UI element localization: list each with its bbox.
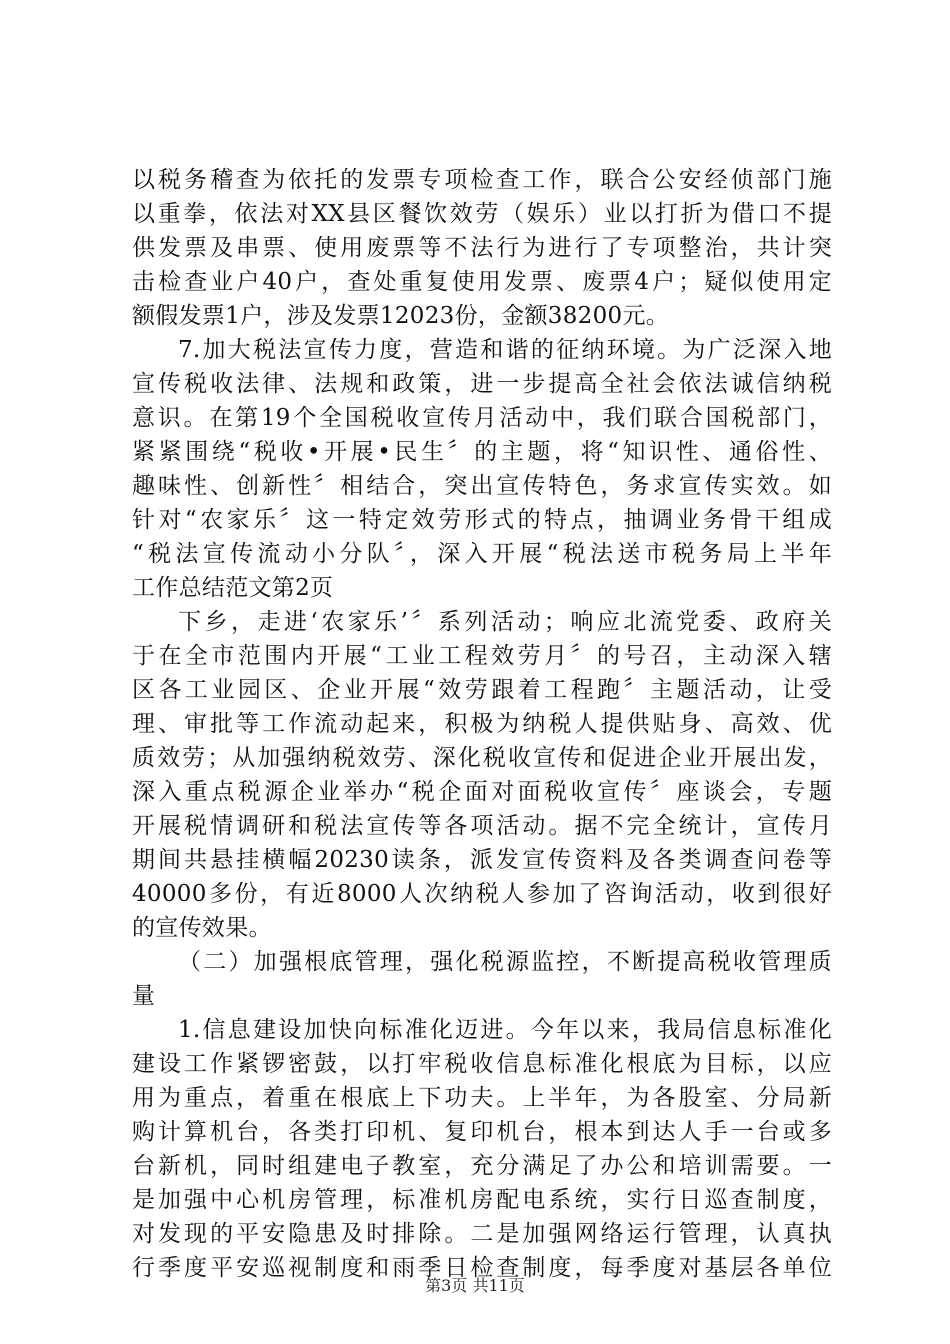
text-line: 行季度平安巡视制度和雨季日检查制度，每季度对基层各单位 (132, 1255, 832, 1281)
text-line: 台新机，同时组建电子教室，充分满足了办公和培训需要。一 (132, 1153, 832, 1179)
text-line: 量 (132, 983, 156, 1009)
text-line: 1.信息建设加快向标准化迈进。今年以来，我局信息标准化 (178, 1017, 832, 1043)
text-line: 以重拳，依法对XX县区餐饮效劳（娱乐）业以打折为借口不提 (132, 201, 832, 227)
text-line: 意识。在第19个全国税收宣传月活动中，我们联合国税部门， (132, 405, 832, 431)
text-line: 供发票及串票、使用废票等不法行为进行了专项整治，共计突 (132, 235, 832, 261)
text-line: 工作总结范文第2页 (132, 575, 334, 601)
text-line: “税法宣传流动小分队〞，深入开展“税法送市税务局上半年 (132, 541, 832, 567)
text-line: 额假发票1户，涉及发票12023份，金额38200元。 (132, 303, 670, 329)
text-line: 40000多份，有近8000人次纳税人参加了咨询活动，收到很好 (132, 881, 832, 907)
text-line: 区各工业园区、企业开展“效劳跟着工程跑〞主题活动，让受 (132, 677, 832, 703)
text-line: 趣味性、创新性〞相结合，突出宣传特色，务求宣传实效。如 (132, 473, 832, 499)
text-line: 用为重点，着重在根底上下功夫。上半年，为各股室、分局新 (132, 1085, 832, 1111)
text-line: 期间共悬挂横幅20230读条，派发宣传资料及各类调查问卷等 (132, 847, 832, 873)
text-line: （二）加强根底管理，强化税源监控，不断提高税收管理质 (178, 949, 832, 975)
page-footer: 第3页 共11页 (425, 1276, 525, 1295)
text-line: 以税务稽查为依托的发票专项检查工作，联合公安经侦部门施 (132, 167, 832, 193)
text-line: 质效劳；从加强纳税效劳、深化税收宣传和促进企业开展出发， (132, 745, 832, 771)
text-line: 购计算机台，各类打印机、复印机台，根本到达人手一台或多 (132, 1119, 832, 1145)
text-line: 是加强中心机房管理，标准机房配电系统，实行日巡查制度， (132, 1187, 832, 1213)
text-line: 深入重点税源企业举办“税企面对面税收宣传〞座谈会，专题 (132, 779, 832, 805)
text-line: 下乡，走进‘农家乐’〞系列活动；响应北流党委、政府关 (178, 609, 832, 635)
text-line: 宣传税收法律、法规和政策，进一步提高全社会依法诚信纳税 (132, 371, 832, 397)
text-line: 针对“农家乐〞这一特定效劳形式的特点，抽调业务骨干组成 (132, 507, 832, 533)
text-line: 理、审批等工作流动起来，积极为纳税人提供贴身、高效、优 (132, 711, 832, 737)
text-line: 击检查业户40户，查处重复使用发票、废票4户；疑似使用定 (132, 269, 832, 295)
text-line: 于在全市范围内开展“工业工程效劳月〞的号召，主动深入辖 (132, 643, 832, 669)
text-line: 建设工作紧锣密鼓，以打牢税收信息标准化根底为目标，以应 (132, 1051, 832, 1077)
text-line: 7.加大税法宣传力度，营造和谐的征纳环境。为广泛深入地 (178, 337, 832, 363)
text-line: 对发现的平安隐患及时排除。二是加强网络运行管理，认真执 (132, 1221, 832, 1247)
document-body (132, 163, 832, 1285)
text-line: 紧紧围绕“税收•开展•民生〞的主题，将“知识性、通俗性、 (132, 439, 832, 465)
text-line: 的宣传效果。 (132, 915, 272, 941)
text-line: 开展税情调研和税法宣传等各项活动。据不完全统计，宣传月 (132, 813, 832, 839)
